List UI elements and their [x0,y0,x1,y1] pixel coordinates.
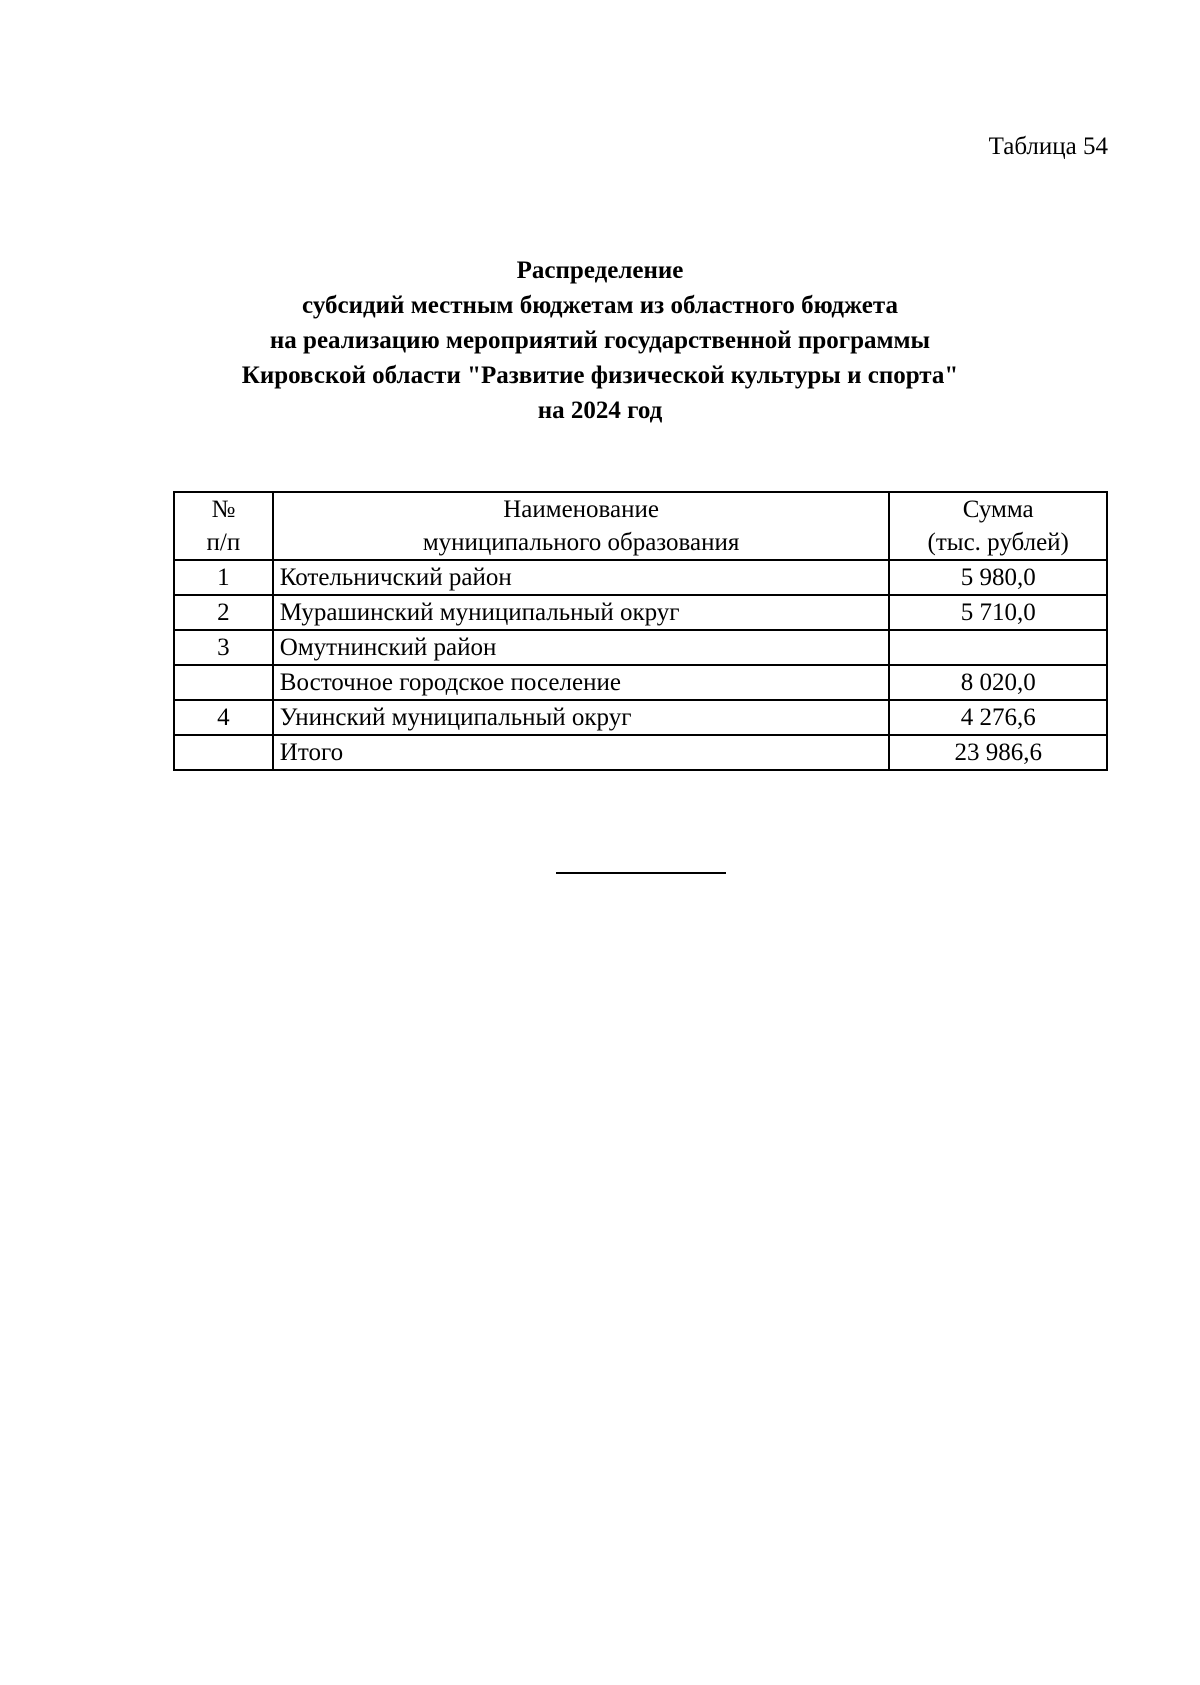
row-name: Омутнинский район [273,630,890,665]
table-row [174,665,1107,700]
header-num [174,492,273,560]
row-name: Мурашинский муниципальный округ [273,595,890,630]
table-total-row [174,735,1107,770]
row-num: 2 [174,595,273,630]
title-line-2: субсидий местным бюджетам из областного бюджета [302,292,898,319]
row-num: 1 [174,560,273,595]
row-num: 3 [174,630,273,665]
row-num [174,665,273,700]
row-sum: 5 710,0 [889,595,1107,630]
table-row [174,700,1107,735]
document-title [0,253,1200,428]
row-name: Восточное городское поселение [273,665,890,700]
subsidy-table [173,491,1108,771]
table-header-row [174,492,1107,560]
row-name: Унинский муниципальный округ [273,700,890,735]
row-sum: 4 276,6 [889,700,1107,735]
table-row [174,630,1107,665]
title-line-3: на реализацию мероприятий государственной программы [269,327,931,354]
row-sum: 5 980,0 [889,560,1107,595]
table-number: Таблица 54 [988,133,1108,160]
header-name-line-1: Наименование [503,496,659,523]
header-name [273,492,890,560]
header-sum-line-1: Сумма [962,496,1034,523]
row-sum [889,630,1107,665]
header-sum-line-2: (тыс. рублей) [927,529,1069,556]
header-num-line-2: п/п [206,529,241,556]
end-divider [556,872,726,874]
row-sum: 23 986,6 [889,735,1107,770]
row-num [174,735,273,770]
header-name-line-2: муниципального образования [422,529,740,556]
row-num: 4 [174,700,273,735]
row-name: Итого [273,735,890,770]
header-sum [889,492,1107,560]
title-line-5: на 2024 год [537,397,663,424]
header-num-line-1: № [211,496,236,523]
title-line-4: Кировской области "Развитие физической культуры и спорта" [241,362,959,389]
table-row [174,560,1107,595]
row-name: Котельничский район [273,560,890,595]
row-sum: 8 020,0 [889,665,1107,700]
table-row [174,595,1107,630]
title-line-1: Распределение [516,257,684,284]
